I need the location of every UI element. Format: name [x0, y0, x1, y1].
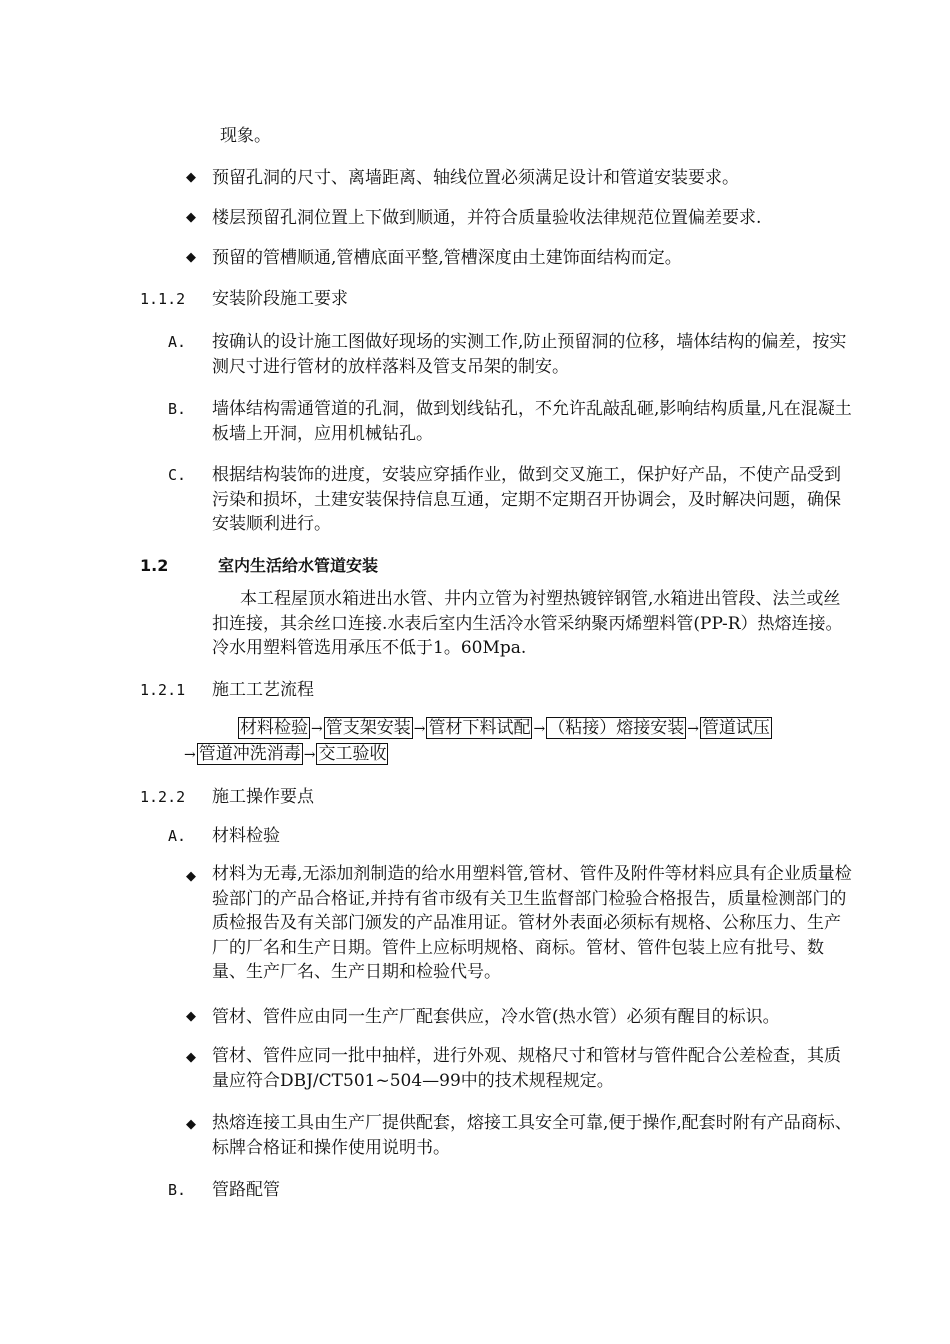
- section-number: 1.2: [140, 556, 169, 575]
- item-title: 管路配管: [212, 1180, 280, 1200]
- bullet-text: 热熔连接工具由生产厂提供配套，熔接工具安全可靠,便于操作,配套时附有产品商标、标牌合格证和操作使用说明书。: [212, 1113, 852, 1158]
- section-number: 1.1.2: [140, 290, 186, 308]
- item-label: B.: [168, 400, 187, 418]
- diamond-bullet-icon: ◆: [186, 250, 196, 265]
- bullet-text: 材料为无毒,无添加剂制造的给水用塑料管,管材、管件及附件等材料应具有企业质量检验部门的产品合格证,并持有省市级有关卫生监督部门检验合格报告，质量检测部门的质检报告及有关部门颁发的产品准用证。管材外表面必须标有规格、公称压力、生产厂的厂名和生产日期。管件上应标明规格、商标。管材、管件包装上应有批号、数量、生产厂名、生产日期和检验代号。: [212, 864, 852, 982]
- right-arrow-icon: →: [184, 747, 196, 763]
- bullet-text: 楼层预留孔洞位置上下做到顺通，并符合质量验收法律规范位置偏差要求.: [212, 208, 762, 228]
- flow-step: 管材下料试配: [428, 718, 531, 738]
- section-title: 安装阶段施工要求: [212, 289, 348, 309]
- right-arrow-icon: →: [311, 721, 323, 737]
- item-title: 材料检验: [212, 826, 280, 846]
- item-label: B.: [168, 1181, 187, 1199]
- section-number: 1.2.1: [140, 681, 186, 699]
- item-text: 根据结构装饰的进度，安装应穿插作业，做到交叉施工，保护好产品，不使产品受到污染和损坏，土建安装保持信息互通，定期不定期召开协调会，及时解决问题，确保安装顺利进行。: [212, 465, 841, 534]
- section-title: 施工工艺流程: [212, 680, 314, 700]
- body-paragraph: 本工程屋顶水箱进出水管、井内立管为衬塑热镀锌钢管,水箱进出管段、法兰或丝扣连接，其余丝口连接.水表后室内生活冷水管采纳聚丙烯塑料管(PP-R）热熔连接。冷水用塑料管选用承压不低于1。60Mpa.: [212, 589, 843, 658]
- item-label: A.: [168, 827, 187, 845]
- diamond-bullet-icon: ◆: [186, 210, 196, 225]
- diamond-bullet-icon: ◆: [186, 1117, 196, 1132]
- item-text: 按确认的设计施工图做好现场的实测工作,防止预留洞的位移，墙体结构的偏差，按实测尺寸进行管材的放样落料及管支吊架的制安。: [212, 332, 847, 377]
- section-number: 1.2.2: [140, 788, 186, 806]
- item-text: 墙体结构需通管道的孔洞，做到划线钻孔，不允许乱敲乱砸,影响结构质量,凡在混凝土板墙上开洞，应用机械钻孔。: [212, 399, 852, 444]
- section-title: 施工操作要点: [212, 787, 314, 807]
- diamond-bullet-icon: ◆: [186, 1009, 196, 1024]
- item-label: A.: [168, 333, 187, 351]
- right-arrow-icon: →: [303, 747, 316, 763]
- flow-step: 管道试压: [701, 718, 770, 738]
- right-arrow-icon: →: [413, 721, 426, 737]
- flow-step: 交工验收: [318, 744, 387, 764]
- flow-step: （粘接）熔接安装: [548, 718, 685, 738]
- process-flow-row-2: [183, 743, 388, 766]
- diamond-bullet-icon: ◆: [186, 1050, 196, 1065]
- item-label: C.: [168, 466, 187, 484]
- section-title: 室内生活给水管道安装: [218, 556, 379, 575]
- flow-step: 材料检验: [240, 718, 308, 738]
- flow-step: 管支架安装: [325, 718, 411, 738]
- bullet-text: 管材、管件应同一批中抽样，进行外观、规格尺寸和管材与管件配合公差检查，其质量应符合DBJ/CT501~504—99中的技术规程规定。: [212, 1046, 841, 1091]
- bullet-text: 预留的管槽顺通,管槽底面平整,管槽深度由土建饰面结构而定。: [212, 248, 682, 268]
- diamond-bullet-icon: ◆: [186, 869, 196, 884]
- bullet-text: 预留孔洞的尺寸、离墙距离、轴线位置必须满足设计和管道安装要求。: [212, 168, 739, 188]
- flow-step: 管道冲洗消毒: [198, 744, 301, 764]
- diamond-bullet-icon: ◆: [186, 170, 196, 185]
- right-arrow-icon: →: [687, 721, 699, 737]
- bullet-text: 管材、管件应由同一生产厂配套供应，冷水管(热水管）必须有醒目的标识。: [212, 1007, 780, 1027]
- continued-text: 现象。: [220, 126, 271, 146]
- right-arrow-icon: →: [533, 721, 546, 737]
- process-flow-row-1: [238, 717, 772, 740]
